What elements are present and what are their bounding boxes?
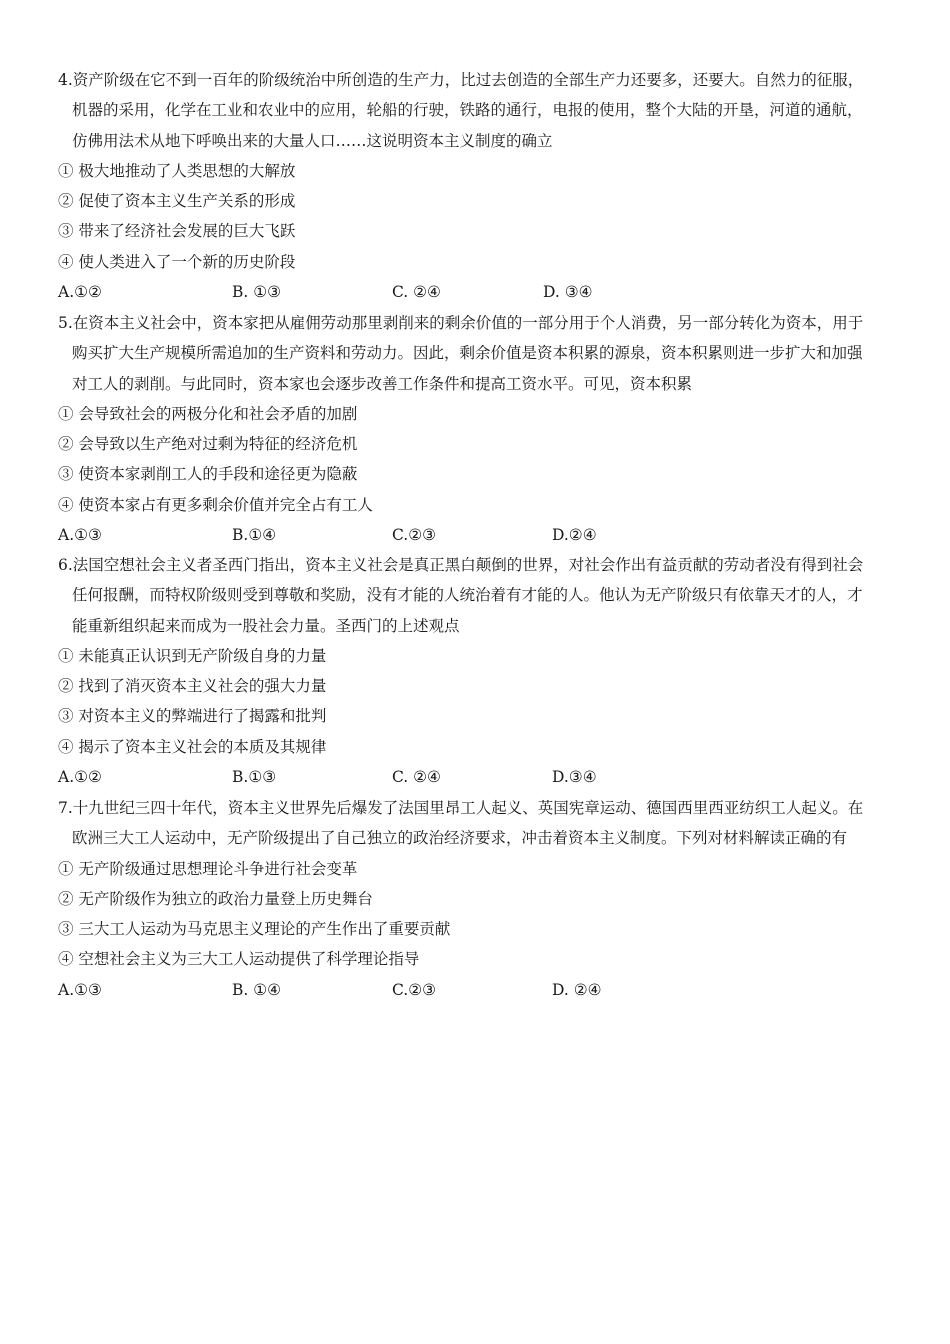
option-b[interactable]: B.①③ [232,768,277,787]
question-stem-line: 任何报酬，而特权阶级则受到尊敬和奖励，没有才能的人统治着有才能的人。他认为无产阶级只有依靠天才的人，才 [72,586,863,605]
question-stem-line: 5.在资本主义社会中，资本家把从雇佣劳动那里剥削来的剩余价值的一部分用于个人消费，另一部分转化为资本，用于 [58,314,864,332]
answer-options [58,762,898,792]
option-b[interactable]: B.①④ [232,526,277,545]
statement-item: ② 找到了消灭资本主义社会的强大力量 [58,677,327,696]
option-d[interactable]: D.②④ [552,526,597,545]
option-c[interactable]: C. ②④ [392,768,441,787]
question-stem-line: 机器的采用，化学在工业和农业中的应用，轮船的行驶，铁路的通行，电报的使用，整个大陆的开垦，河道的通航， [72,101,863,120]
option-a[interactable]: A.①③ [58,526,102,545]
option-d[interactable]: D.③④ [552,768,597,787]
option-c[interactable]: C.②③ [392,526,437,545]
statement-item: ① 无产阶级通过思想理论斗争进行社会变革 [58,859,358,878]
statement-item: ② 会导致以生产绝对过剩为特征的经济危机 [58,435,358,454]
question-6 [58,550,898,792]
question-stem-line: 6.法国空想社会主义者圣西门指出，资本主义社会是真正黑白颠倒的世界，对社会作出有益贡献的劳动者没有得到社会 [58,556,864,574]
statement-item: ② 促使了资本主义生产关系的形成 [58,192,296,211]
statement-item: ③ 对资本主义的弊端进行了揭露和批判 [58,707,327,726]
option-c[interactable]: C.②③ [392,980,437,999]
option-a[interactable]: A.①③ [58,980,102,999]
question-stem-line: 能重新组织起来而成为一股社会力量。圣西门的上述观点 [72,616,460,635]
statement-item: ④ 使资本家占有更多剩余价值并完全占有工人 [58,495,373,514]
option-a[interactable]: A.①② [58,283,102,302]
statement-item: ③ 使资本家剥削工人的手段和途径更为隐蔽 [58,465,358,484]
question-7 [58,793,898,1005]
option-b[interactable]: B. ①④ [232,980,282,999]
question-stem-line: 欧洲三大工人运动中，无产阶级提出了自己独立的政治经济要求，冲击着资本主义制度。下列对材料解读正确的有 [72,829,848,848]
option-d[interactable]: D. ③④ [543,283,593,302]
question-stem-line: 对工人的剥削。与此同时，资本家也会逐步改善工作条件和提高工资水平。可见，资本积累 [72,374,693,393]
question-5 [58,308,898,550]
option-a[interactable]: A.①② [58,768,102,787]
statement-item: ④ 空想社会主义为三大工人运动提供了科学理论指导 [58,950,420,969]
question-stem-line: 4.资产阶级在它不到一百年的阶级统治中所创造的生产力，比过去创造的全部生产力还要多，还要大。自然力的征服， [58,71,864,89]
answer-options [58,975,898,1005]
statement-item: ④ 使人类进入了一个新的历史阶段 [58,252,296,271]
statement-item: ① 会导致社会的两极分化和社会矛盾的加剧 [58,404,358,423]
question-4 [58,65,898,307]
question-stem-line: 7.十九世纪三四十年代，资本主义世界先后爆发了法国里昂工人起义、英国宪章运动、德国西里西亚纺织工人起义。在 [58,799,864,817]
question-stem-line: 购买扩大生产规模所需追加的生产资料和劳动力。因此，剩余价值是资本积累的源泉，资本积累则进一步扩大和加强 [72,344,863,363]
statement-item: ③ 带来了经济社会发展的巨大飞跃 [58,222,296,241]
option-c[interactable]: C. ②④ [392,283,441,302]
statement-item: ① 极大地推动了人类思想的大解放 [58,161,296,180]
statement-item: ④ 揭示了资本主义社会的本质及其规律 [58,737,327,756]
statement-item: ② 无产阶级作为独立的政治力量登上历史舞台 [58,889,373,908]
option-b[interactable]: B. ①③ [232,283,282,302]
answer-options [58,520,898,550]
statement-item: ③ 三大工人运动为马克思主义理论的产生作出了重要贡献 [58,920,451,939]
statement-item: ① 未能真正认识到无产阶级自身的力量 [58,646,327,665]
option-d[interactable]: D. ②④ [552,980,602,999]
answer-options [58,277,898,307]
question-stem-line: 仿佛用法术从地下呼唤出来的大量人口……这说明资本主义制度的确立 [72,131,553,150]
